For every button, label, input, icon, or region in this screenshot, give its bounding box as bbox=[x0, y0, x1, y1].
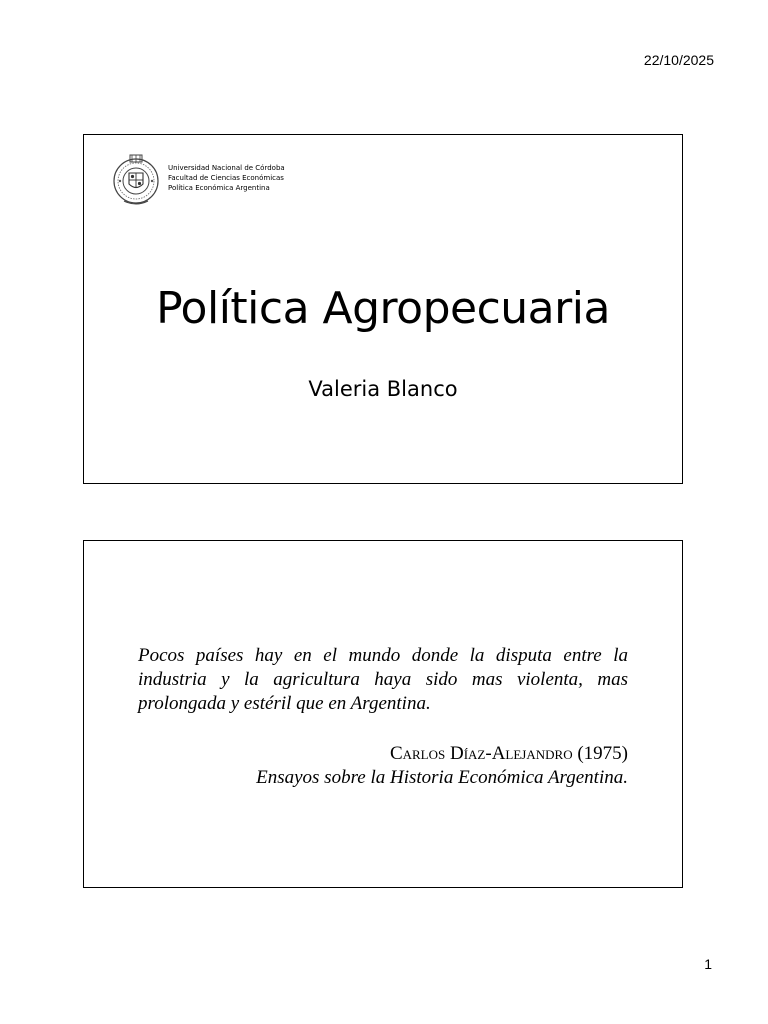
course-name: Política Económica Argentina bbox=[168, 184, 270, 192]
attribution-book: Ensayos sobre la Historia Económica Argentina. bbox=[256, 767, 628, 788]
faculty-name: Facultad de Ciencias Económicas bbox=[168, 174, 284, 182]
institution-block bbox=[168, 163, 285, 193]
university-seal-icon bbox=[112, 151, 162, 207]
title-slide bbox=[83, 134, 683, 484]
quote-slide bbox=[83, 540, 683, 888]
quote-attribution bbox=[256, 742, 628, 790]
page-date: 22/10/2025 bbox=[643, 52, 714, 68]
slide-title: Política Agropecuaria bbox=[156, 283, 610, 334]
page-number: 1 bbox=[704, 956, 712, 972]
attribution-author: Carlos Díaz-Alejandro (1975) bbox=[389, 743, 628, 764]
university-name: Universidad Nacional de Córdoba bbox=[168, 164, 285, 172]
slide-author: Valeria Blanco bbox=[308, 377, 458, 401]
quote-text: Pocos países hay en el mundo donde la disputa entre la industria y la agricultura haya sido mas violenta, mas prolongada y estéril que en Argentina. bbox=[138, 645, 628, 714]
